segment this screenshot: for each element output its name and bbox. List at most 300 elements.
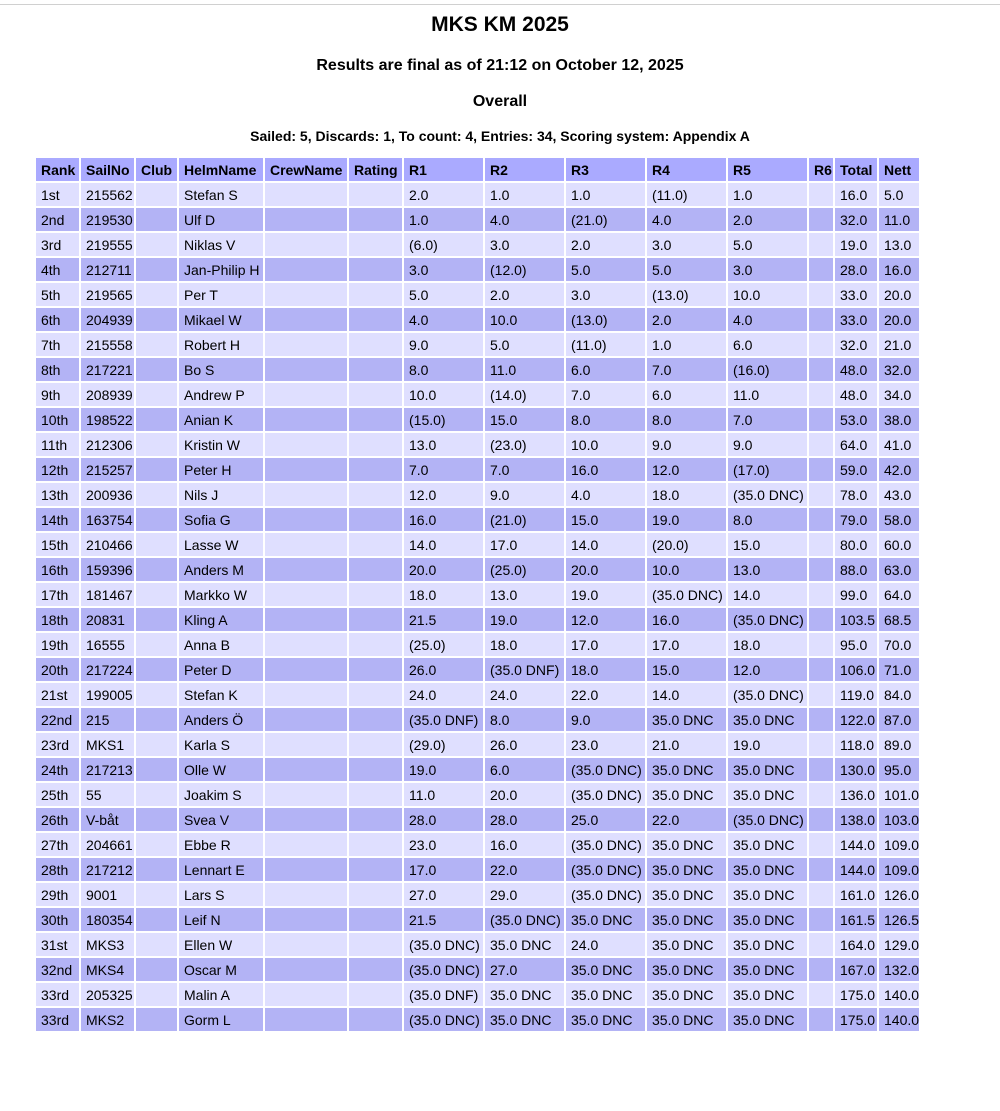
cell-r1: 8.0 bbox=[404, 358, 483, 381]
cell-r4: 18.0 bbox=[647, 483, 726, 506]
cell-total: 95.0 bbox=[835, 633, 877, 656]
cell-club bbox=[136, 983, 177, 1006]
cell-sailno: 181467 bbox=[81, 583, 134, 606]
cell-rank: 7th bbox=[36, 333, 79, 356]
table-row bbox=[36, 408, 919, 431]
cell-r1: (35.0 DNC) bbox=[404, 933, 483, 956]
cell-total: 144.0 bbox=[835, 858, 877, 881]
table-row bbox=[36, 833, 919, 856]
col-club: Club bbox=[136, 158, 177, 181]
cell-club bbox=[136, 558, 177, 581]
cell-r3: 5.0 bbox=[566, 258, 645, 281]
cell-crewname bbox=[265, 633, 347, 656]
cell-crewname bbox=[265, 683, 347, 706]
table-row bbox=[36, 808, 919, 831]
table-row bbox=[36, 608, 919, 631]
cell-r5: 3.0 bbox=[728, 258, 807, 281]
cell-club bbox=[136, 658, 177, 681]
cell-rating bbox=[349, 308, 402, 331]
cell-crewname bbox=[265, 733, 347, 756]
cell-r5: 35.0 DNC bbox=[728, 983, 807, 1006]
cell-crewname bbox=[265, 183, 347, 206]
table-row bbox=[36, 433, 919, 456]
cell-r5: 15.0 bbox=[728, 533, 807, 556]
col-r1: R1 bbox=[404, 158, 483, 181]
cell-total: 103.5 bbox=[835, 608, 877, 631]
cell-r3: (35.0 DNC) bbox=[566, 883, 645, 906]
cell-total: 164.0 bbox=[835, 933, 877, 956]
cell-r2: 13.0 bbox=[485, 583, 564, 606]
top-divider bbox=[0, 4, 1000, 5]
cell-total: 130.0 bbox=[835, 758, 877, 781]
table-row bbox=[36, 533, 919, 556]
cell-helmname: Anders M bbox=[179, 558, 263, 581]
cell-club bbox=[136, 533, 177, 556]
cell-nett: 140.0 bbox=[879, 1008, 919, 1031]
table-row bbox=[36, 683, 919, 706]
cell-total: 80.0 bbox=[835, 533, 877, 556]
cell-r5: 10.0 bbox=[728, 283, 807, 306]
cell-r3: 4.0 bbox=[566, 483, 645, 506]
cell-rank: 4th bbox=[36, 258, 79, 281]
cell-total: 16.0 bbox=[835, 183, 877, 206]
cell-r3: (35.0 DNC) bbox=[566, 783, 645, 806]
cell-r4: 1.0 bbox=[647, 333, 726, 356]
cell-rating bbox=[349, 408, 402, 431]
cell-r5: 8.0 bbox=[728, 508, 807, 531]
cell-r3: 12.0 bbox=[566, 608, 645, 631]
cell-r6 bbox=[809, 658, 833, 681]
cell-rank: 25th bbox=[36, 783, 79, 806]
cell-rating bbox=[349, 358, 402, 381]
cell-rating bbox=[349, 758, 402, 781]
cell-r6 bbox=[809, 983, 833, 1006]
cell-rank: 11th bbox=[36, 433, 79, 456]
col-helmname: HelmName bbox=[179, 158, 263, 181]
cell-r4: 8.0 bbox=[647, 408, 726, 431]
cell-r4: 19.0 bbox=[647, 508, 726, 531]
cell-sailno: 9001 bbox=[81, 883, 134, 906]
cell-r1: 21.5 bbox=[404, 908, 483, 931]
cell-crewname bbox=[265, 558, 347, 581]
cell-r4: 9.0 bbox=[647, 433, 726, 456]
cell-r3: (35.0 DNC) bbox=[566, 758, 645, 781]
cell-club bbox=[136, 483, 177, 506]
cell-nett: 132.0 bbox=[879, 958, 919, 981]
cell-r1: (35.0 DNC) bbox=[404, 958, 483, 981]
cell-helmname: Ebbe R bbox=[179, 833, 263, 856]
cell-club bbox=[136, 333, 177, 356]
col-sailno: SailNo bbox=[81, 158, 134, 181]
cell-rank: 28th bbox=[36, 858, 79, 881]
cell-total: 28.0 bbox=[835, 258, 877, 281]
cell-r3: 35.0 DNC bbox=[566, 908, 645, 931]
cell-total: 32.0 bbox=[835, 333, 877, 356]
cell-r4: 15.0 bbox=[647, 658, 726, 681]
cell-r2: 2.0 bbox=[485, 283, 564, 306]
cell-rating bbox=[349, 433, 402, 456]
cell-nett: 11.0 bbox=[879, 208, 919, 231]
cell-r4: 16.0 bbox=[647, 608, 726, 631]
cell-club bbox=[136, 883, 177, 906]
cell-r1: 7.0 bbox=[404, 458, 483, 481]
cell-nett: 60.0 bbox=[879, 533, 919, 556]
cell-r6 bbox=[809, 758, 833, 781]
cell-rating bbox=[349, 233, 402, 256]
cell-r3: (21.0) bbox=[566, 208, 645, 231]
cell-r5: (17.0) bbox=[728, 458, 807, 481]
table-row bbox=[36, 983, 919, 1006]
cell-helmname: Mikael W bbox=[179, 308, 263, 331]
cell-club bbox=[136, 633, 177, 656]
cell-r6 bbox=[809, 458, 833, 481]
cell-club bbox=[136, 358, 177, 381]
cell-total: 175.0 bbox=[835, 983, 877, 1006]
cell-rank: 20th bbox=[36, 658, 79, 681]
table-row bbox=[36, 883, 919, 906]
cell-total: 64.0 bbox=[835, 433, 877, 456]
cell-r3: 35.0 DNC bbox=[566, 958, 645, 981]
table-row bbox=[36, 908, 919, 931]
results-table bbox=[34, 156, 921, 1033]
cell-r6 bbox=[809, 283, 833, 306]
cell-rank: 1st bbox=[36, 183, 79, 206]
cell-rating bbox=[349, 483, 402, 506]
cell-sailno: 16555 bbox=[81, 633, 134, 656]
cell-club bbox=[136, 258, 177, 281]
col-r2: R2 bbox=[485, 158, 564, 181]
cell-r5: (35.0 DNC) bbox=[728, 808, 807, 831]
cell-r5: 19.0 bbox=[728, 733, 807, 756]
cell-r6 bbox=[809, 208, 833, 231]
cell-r4: 7.0 bbox=[647, 358, 726, 381]
cell-r1: 19.0 bbox=[404, 758, 483, 781]
cell-r3: (13.0) bbox=[566, 308, 645, 331]
cell-r6 bbox=[809, 308, 833, 331]
page-title: MKS KM 2025 bbox=[431, 13, 569, 36]
cell-total: 48.0 bbox=[835, 358, 877, 381]
cell-r1: (35.0 DNC) bbox=[404, 1008, 483, 1031]
cell-club bbox=[136, 858, 177, 881]
cell-r5: 5.0 bbox=[728, 233, 807, 256]
cell-helmname: Anna B bbox=[179, 633, 263, 656]
cell-club bbox=[136, 583, 177, 606]
cell-crewname bbox=[265, 533, 347, 556]
cell-r1: 14.0 bbox=[404, 533, 483, 556]
cell-r1: 12.0 bbox=[404, 483, 483, 506]
cell-r1: 13.0 bbox=[404, 433, 483, 456]
cell-crewname bbox=[265, 333, 347, 356]
cell-nett: 126.5 bbox=[879, 908, 919, 931]
cell-sailno: 215 bbox=[81, 708, 134, 731]
cell-r3: 19.0 bbox=[566, 583, 645, 606]
cell-rating bbox=[349, 633, 402, 656]
cell-r5: 6.0 bbox=[728, 333, 807, 356]
cell-r6 bbox=[809, 708, 833, 731]
table-row bbox=[36, 708, 919, 731]
cell-club bbox=[136, 608, 177, 631]
cell-sailno: 219565 bbox=[81, 283, 134, 306]
cell-r4: 6.0 bbox=[647, 383, 726, 406]
cell-r2: 29.0 bbox=[485, 883, 564, 906]
col-crewname: CrewName bbox=[265, 158, 347, 181]
cell-r6 bbox=[809, 508, 833, 531]
cell-sailno: 210466 bbox=[81, 533, 134, 556]
section-title: Overall bbox=[472, 93, 528, 110]
cell-helmname: Robert H bbox=[179, 333, 263, 356]
cell-r6 bbox=[809, 483, 833, 506]
cell-helmname: Stefan S bbox=[179, 183, 263, 206]
cell-r6 bbox=[809, 408, 833, 431]
cell-r2: 19.0 bbox=[485, 608, 564, 631]
cell-r2: 11.0 bbox=[485, 358, 564, 381]
cell-r6 bbox=[809, 608, 833, 631]
cell-total: 59.0 bbox=[835, 458, 877, 481]
cell-r1: 21.5 bbox=[404, 608, 483, 631]
cell-r5: 1.0 bbox=[728, 183, 807, 206]
cell-r2: 20.0 bbox=[485, 783, 564, 806]
cell-nett: 64.0 bbox=[879, 583, 919, 606]
cell-r2: (12.0) bbox=[485, 258, 564, 281]
cell-nett: 43.0 bbox=[879, 483, 919, 506]
cell-crewname bbox=[265, 233, 347, 256]
cell-rank: 23rd bbox=[36, 733, 79, 756]
cell-rank: 29th bbox=[36, 883, 79, 906]
cell-sailno: MKS4 bbox=[81, 958, 134, 981]
cell-total: 78.0 bbox=[835, 483, 877, 506]
cell-crewname bbox=[265, 583, 347, 606]
cell-r3: 16.0 bbox=[566, 458, 645, 481]
cell-r6 bbox=[809, 533, 833, 556]
cell-rating bbox=[349, 958, 402, 981]
cell-sailno: 217212 bbox=[81, 858, 134, 881]
cell-r4: 17.0 bbox=[647, 633, 726, 656]
cell-crewname bbox=[265, 658, 347, 681]
cell-r4: (11.0) bbox=[647, 183, 726, 206]
cell-r4: 35.0 DNC bbox=[647, 908, 726, 931]
cell-r2: 5.0 bbox=[485, 333, 564, 356]
cell-r5: 35.0 DNC bbox=[728, 708, 807, 731]
cell-r4: (20.0) bbox=[647, 533, 726, 556]
cell-crewname bbox=[265, 983, 347, 1006]
cell-rating bbox=[349, 808, 402, 831]
table-row bbox=[36, 733, 919, 756]
cell-r4: 35.0 DNC bbox=[647, 933, 726, 956]
cell-sailno: 219555 bbox=[81, 233, 134, 256]
table-row bbox=[36, 758, 919, 781]
cell-nett: 109.0 bbox=[879, 858, 919, 881]
table-row bbox=[36, 333, 919, 356]
cell-rating bbox=[349, 558, 402, 581]
cell-nett: 68.5 bbox=[879, 608, 919, 631]
cell-club bbox=[136, 283, 177, 306]
cell-helmname: Lasse W bbox=[179, 533, 263, 556]
cell-helmname: Leif N bbox=[179, 908, 263, 931]
cell-r6 bbox=[809, 783, 833, 806]
cell-r6 bbox=[809, 933, 833, 956]
cell-crewname bbox=[265, 883, 347, 906]
cell-r3: 8.0 bbox=[566, 408, 645, 431]
cell-rank: 31st bbox=[36, 933, 79, 956]
cell-crewname bbox=[265, 1008, 347, 1031]
cell-r5: 35.0 DNC bbox=[728, 758, 807, 781]
cell-nett: 95.0 bbox=[879, 758, 919, 781]
cell-r5: 12.0 bbox=[728, 658, 807, 681]
cell-r2: 3.0 bbox=[485, 233, 564, 256]
cell-r2: 7.0 bbox=[485, 458, 564, 481]
cell-helmname: Markko W bbox=[179, 583, 263, 606]
cell-r1: 23.0 bbox=[404, 833, 483, 856]
cell-sailno: 204661 bbox=[81, 833, 134, 856]
cell-rank: 12th bbox=[36, 458, 79, 481]
cell-nett: 101.0 bbox=[879, 783, 919, 806]
cell-sailno: MKS2 bbox=[81, 1008, 134, 1031]
cell-sailno: 219530 bbox=[81, 208, 134, 231]
cell-r5: 35.0 DNC bbox=[728, 858, 807, 881]
cell-r6 bbox=[809, 633, 833, 656]
cell-r3: 14.0 bbox=[566, 533, 645, 556]
cell-r2: 16.0 bbox=[485, 833, 564, 856]
cell-r3: 1.0 bbox=[566, 183, 645, 206]
cell-crewname bbox=[265, 408, 347, 431]
cell-r5: 35.0 DNC bbox=[728, 1008, 807, 1031]
cell-r1: 16.0 bbox=[404, 508, 483, 531]
cell-rating bbox=[349, 833, 402, 856]
cell-total: 88.0 bbox=[835, 558, 877, 581]
cell-sailno: 212711 bbox=[81, 258, 134, 281]
cell-crewname bbox=[265, 708, 347, 731]
cell-r2: 4.0 bbox=[485, 208, 564, 231]
cell-rank: 30th bbox=[36, 908, 79, 931]
cell-total: 99.0 bbox=[835, 583, 877, 606]
cell-sailno: 163754 bbox=[81, 508, 134, 531]
cell-club bbox=[136, 733, 177, 756]
cell-r1: 2.0 bbox=[404, 183, 483, 206]
cell-r1: (35.0 DNF) bbox=[404, 708, 483, 731]
cell-r3: 25.0 bbox=[566, 808, 645, 831]
cell-crewname bbox=[265, 908, 347, 931]
cell-nett: 63.0 bbox=[879, 558, 919, 581]
cell-rating bbox=[349, 333, 402, 356]
cell-r2: (35.0 DNC) bbox=[485, 908, 564, 931]
cell-r2: (14.0) bbox=[485, 383, 564, 406]
cell-r1: 24.0 bbox=[404, 683, 483, 706]
cell-r2: 17.0 bbox=[485, 533, 564, 556]
cell-r5: 7.0 bbox=[728, 408, 807, 431]
table-row bbox=[36, 183, 919, 206]
cell-rank: 14th bbox=[36, 508, 79, 531]
cell-r6 bbox=[809, 733, 833, 756]
cell-rank: 6th bbox=[36, 308, 79, 331]
cell-crewname bbox=[265, 933, 347, 956]
cell-crewname bbox=[265, 508, 347, 531]
cell-total: 161.0 bbox=[835, 883, 877, 906]
cell-r1: 10.0 bbox=[404, 383, 483, 406]
cell-helmname: Nils J bbox=[179, 483, 263, 506]
cell-nett: 140.0 bbox=[879, 983, 919, 1006]
results-body bbox=[36, 183, 919, 1031]
cell-rating bbox=[349, 858, 402, 881]
cell-rating bbox=[349, 458, 402, 481]
cell-rating bbox=[349, 983, 402, 1006]
cell-sailno: 208939 bbox=[81, 383, 134, 406]
col-r6: R6 bbox=[809, 158, 833, 181]
cell-total: 122.0 bbox=[835, 708, 877, 731]
cell-r5: (35.0 DNC) bbox=[728, 483, 807, 506]
cell-r4: 4.0 bbox=[647, 208, 726, 231]
cell-r5: 35.0 DNC bbox=[728, 958, 807, 981]
cell-r4: (13.0) bbox=[647, 283, 726, 306]
cell-crewname bbox=[265, 358, 347, 381]
cell-r1: 5.0 bbox=[404, 283, 483, 306]
cell-r1: 18.0 bbox=[404, 583, 483, 606]
cell-r3: 20.0 bbox=[566, 558, 645, 581]
cell-r1: (25.0) bbox=[404, 633, 483, 656]
cell-r5: (35.0 DNC) bbox=[728, 608, 807, 631]
cell-club bbox=[136, 758, 177, 781]
cell-rank: 13th bbox=[36, 483, 79, 506]
col-total: Total bbox=[835, 158, 877, 181]
cell-rating bbox=[349, 283, 402, 306]
cell-total: 144.0 bbox=[835, 833, 877, 856]
cell-club bbox=[136, 308, 177, 331]
table-row bbox=[36, 783, 919, 806]
cell-rank: 5th bbox=[36, 283, 79, 306]
cell-r1: 27.0 bbox=[404, 883, 483, 906]
cell-r4: (35.0 DNC) bbox=[647, 583, 726, 606]
cell-r6 bbox=[809, 558, 833, 581]
cell-rank: 2nd bbox=[36, 208, 79, 231]
cell-rating bbox=[349, 383, 402, 406]
cell-crewname bbox=[265, 608, 347, 631]
cell-r6 bbox=[809, 1008, 833, 1031]
cell-club bbox=[136, 958, 177, 981]
table-row bbox=[36, 383, 919, 406]
cell-rating bbox=[349, 883, 402, 906]
cell-r5: 2.0 bbox=[728, 208, 807, 231]
cell-r1: 20.0 bbox=[404, 558, 483, 581]
cell-helmname: Ulf D bbox=[179, 208, 263, 231]
cell-nett: 87.0 bbox=[879, 708, 919, 731]
cell-r1: (29.0) bbox=[404, 733, 483, 756]
cell-r6 bbox=[809, 333, 833, 356]
cell-r4: 10.0 bbox=[647, 558, 726, 581]
cell-r4: 2.0 bbox=[647, 308, 726, 331]
cell-helmname: Anders Ö bbox=[179, 708, 263, 731]
cell-crewname bbox=[265, 833, 347, 856]
cell-nett: 41.0 bbox=[879, 433, 919, 456]
cell-r6 bbox=[809, 683, 833, 706]
cell-r4: 12.0 bbox=[647, 458, 726, 481]
table-row bbox=[36, 1008, 919, 1031]
cell-sailno: 55 bbox=[81, 783, 134, 806]
cell-total: 167.0 bbox=[835, 958, 877, 981]
cell-helmname: Andrew P bbox=[179, 383, 263, 406]
cell-r1: (15.0) bbox=[404, 408, 483, 431]
cell-r5: 11.0 bbox=[728, 383, 807, 406]
cell-sailno: 159396 bbox=[81, 558, 134, 581]
cell-rating bbox=[349, 683, 402, 706]
cell-total: 33.0 bbox=[835, 283, 877, 306]
cell-r4: 35.0 DNC bbox=[647, 958, 726, 981]
cell-crewname bbox=[265, 858, 347, 881]
cell-total: 136.0 bbox=[835, 783, 877, 806]
cell-r6 bbox=[809, 358, 833, 381]
cell-r2: 28.0 bbox=[485, 808, 564, 831]
table-row bbox=[36, 658, 919, 681]
cell-club bbox=[136, 683, 177, 706]
cell-nett: 20.0 bbox=[879, 283, 919, 306]
